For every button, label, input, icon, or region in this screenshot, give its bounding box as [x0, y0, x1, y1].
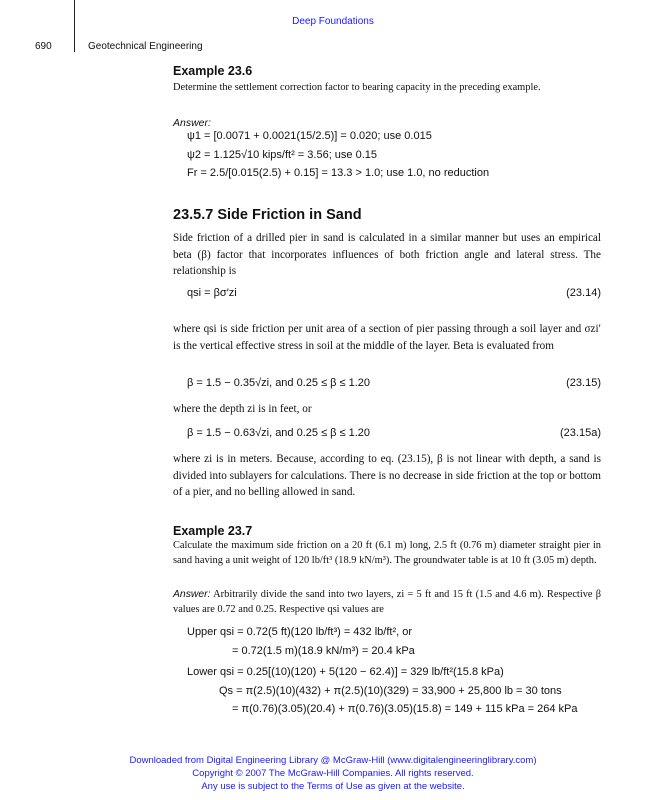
example-23-6-prompt: Determine the settlement correction factor to bearing capacity in the preceding example.	[173, 82, 541, 93]
equation-23-15a: β = 1.5 − 0.63√zi, and 0.25 ≤ β ≤ 1.20	[187, 427, 371, 439]
section-paragraph-1: Side friction of a drilled pier in sand is calculated in a similar manner but uses an empirical beta (β) factor that incorporates influences of both friction angle and lateral stress. The relationship is	[173, 232, 601, 277]
header-divider	[74, 0, 75, 52]
section-paragraph-2: where qsi is side friction per unit area of a section of pier passing through a soil layer and σzi′ is the vertical effective stress in soil at the middle of the layer. Beta is evaluated from	[173, 323, 601, 352]
footer-download-link[interactable]: Downloaded from Digital Engineering Library @ McGraw-Hill (www.digitalengineeringlibrary.com)	[129, 755, 537, 766]
calc-line-1: Upper qsi = 0.72(5 ft)(120 lb/ft³) = 432 lb/ft², or	[187, 626, 412, 638]
example-23-7-answer-label: Answer:	[173, 589, 211, 600]
example-23-7-title: Example 23.7	[173, 524, 253, 538]
equation-23-14-number: (23.14)	[566, 287, 601, 299]
example-23-6-line-2: ψ2 = 1.125√10 kips/ft² = 3.56; use 0.15	[187, 149, 378, 161]
section-paragraph-3: where the depth zi is in feet, or	[173, 403, 312, 415]
equation-23-14: qsi = βσ′zi	[187, 287, 237, 299]
example-23-6-title: Example 23.6	[173, 64, 253, 78]
equation-23-15a-number: (23.15a)	[560, 427, 601, 439]
page-number: 690	[35, 41, 52, 52]
example-23-7-answer-text: Arbitrarily divide the sand into two layers, zi = 5 ft and 15 ft (1.5 and 4.6 m). Respective β values are 0.72 and 0.25. Respective qsi values are	[173, 589, 601, 615]
chapter-header-link[interactable]: Deep Foundations	[292, 16, 374, 27]
example-23-7-prompt: Calculate the maximum side friction on a 20 ft (6.1 m) long, 2.5 ft (0.76 m) diameter straight pier in sand having a unit weight of 120 lb/ft³ (18.9 kN/m³). The groundwater table is at 10 ft (3.05 m) depth.	[173, 540, 601, 566]
example-23-6-answer-label: Answer:	[173, 117, 211, 129]
equation-23-15: β = 1.5 − 0.35√zi, and 0.25 ≤ β ≤ 1.20	[187, 377, 371, 389]
footer-copyright: Copyright © 2007 The McGraw-Hill Companies. All rights reserved.	[192, 768, 474, 779]
example-23-6-line-1: ψ1 = [0.0071 + 0.0021(15/2.5)] = 0.020; use 0.015	[187, 130, 432, 142]
calc-line-3: Lower qsi = 0.25[(10)(120) + 5(120 − 62.4)] = 329 lb/ft²(15.8 kPa)	[187, 666, 504, 678]
example-23-7-answer	[173, 587, 601, 617]
running-head: Geotechnical Engineering	[88, 41, 203, 52]
calc-line-4: Qs = π(2.5)(10)(432) + π(2.5)(10)(329) = 33,900 + 25,800 lb = 30 tons	[219, 685, 562, 697]
equation-23-15-number: (23.15)	[566, 377, 601, 389]
calc-line-5: = π(0.76)(3.05)(20.4) + π(0.76)(3.05)(15.8) = 149 + 115 kPa = 264 kPa	[232, 703, 578, 715]
section-heading: 23.5.7 Side Friction in Sand	[173, 207, 362, 223]
calc-line-2: = 0.72(1.5 m)(18.9 kN/m³) = 20.4 kPa	[232, 645, 415, 657]
footer-terms-link[interactable]: Any use is subject to the Terms of Use as given at the website.	[201, 781, 465, 792]
section-paragraph-4: where zi is in meters. Because, according to eq. (23.15), β is not linear with depth, a sand is divided into sublayers for calculations. There is no decrease in side friction at the top or bottom of a pier, and no belling allowed in sand.	[173, 453, 601, 498]
example-23-6-line-3: Fr = 2.5/[0.015(2.5) + 0.15] = 13.3 > 1.0; use 1.0, no reduction	[187, 167, 490, 179]
